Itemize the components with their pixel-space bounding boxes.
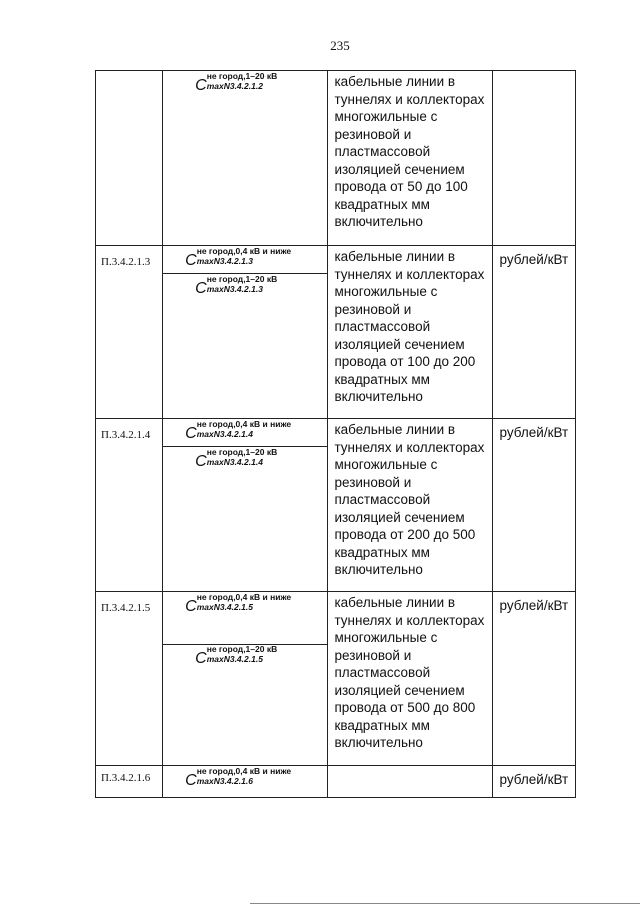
formula-1-20kv: C не город,1–20 кВ maxN3.4.2.1.5 (195, 644, 278, 667)
row-unit (492, 71, 575, 246)
formula-superscript: не город,0,4 кВ и ниже (196, 419, 292, 429)
row-code: П.3.4.2.1.4 (96, 419, 163, 592)
formula-subscript: maxN3.4.2.1.5 (206, 654, 263, 664)
table-row (96, 766, 576, 798)
formula-superscript: не город,1–20 кВ (206, 644, 278, 654)
formula-0-4kv: C не город,0,4 кВ и ниже maxN3.4.2.1.3 (185, 246, 292, 269)
row-code (96, 71, 163, 246)
formula-superscript: не город,0,4 кВ и ниже (196, 766, 292, 776)
formula-subscript: maxN3.4.2.1.3 (206, 284, 263, 294)
formula-subscript: maxN3.4.2.1.5 (196, 602, 253, 612)
table-row (96, 246, 576, 419)
tariff-table (95, 70, 576, 798)
row-unit: рублей/кВт (492, 592, 575, 766)
row-unit: рублей/кВт (492, 419, 575, 592)
row-description: кабельные линии в туннелях и коллекторах многожильные с резиновой и пластмассовой изоляцией сечением провода от 50 до 100 квадратных мм включительно (328, 71, 492, 246)
formula-subscript: maxN3.4.2.1.3 (196, 256, 253, 266)
row-description: кабельные линии в туннелях и коллекторах многожильные с резиновой и пластмассовой изоляцией сечением провода от 200 до 500 квадратных мм включительно (328, 419, 492, 592)
table-row (96, 71, 576, 246)
row-description: кабельные линии в туннелях и коллекторах многожильные с резиновой и пластмассовой изоляцией сечением провода от 500 до 800 квадратных мм включительно (328, 592, 492, 766)
row-unit: рублей/кВт (492, 246, 575, 419)
formula-1-20kv: C не город,1–20 кВ maxN3.4.2.1.2 (195, 71, 278, 94)
formula-1-20kv: C не город,1–20 кВ maxN3.4.2.1.4 (195, 447, 278, 470)
formula-cell (163, 419, 328, 592)
formula-superscript: не город,1–20 кВ (206, 274, 278, 284)
formula-superscript: не город,1–20 кВ (206, 71, 278, 81)
formula-cell (163, 592, 328, 766)
formula-superscript: не город,1–20 кВ (206, 447, 278, 457)
row-unit: рублей/кВт (492, 766, 575, 798)
row-description: кабельные линии в туннелях и коллекторах многожильные с резиновой и пластмассовой изоляцией сечением провода от 100 до 200 квадратных мм включительно (328, 246, 492, 419)
formula-cell (163, 71, 328, 246)
formula-cell (163, 766, 328, 798)
row-description (328, 766, 492, 798)
table-row (96, 592, 576, 766)
table-row (96, 419, 576, 592)
formula-0-4kv: C не город,0,4 кВ и ниже maxN3.4.2.1.4 (185, 419, 292, 442)
formula-subscript: maxN3.4.2.1.6 (196, 776, 253, 786)
formula-1-20kv: C не город,1–20 кВ maxN3.4.2.1.3 (195, 274, 278, 297)
formula-subscript: maxN3.4.2.1.4 (196, 429, 253, 439)
row-code: П.3.4.2.1.6 (96, 766, 163, 798)
formula-0-4kv: C не город,0,4 кВ и ниже maxN3.4.2.1.5 (185, 592, 292, 615)
row-code: П.3.4.2.1.5 (96, 592, 163, 766)
formula-superscript: не город,0,4 кВ и ниже (196, 246, 292, 256)
formula-superscript: не город,0,4 кВ и ниже (196, 592, 292, 602)
formula-subscript: maxN3.4.2.1.4 (206, 457, 263, 467)
formula-0-4kv: C не город,0,4 кВ и ниже maxN3.4.2.1.6 (185, 766, 292, 789)
formula-cell (163, 246, 328, 419)
page-bottom-rule (250, 903, 640, 904)
row-code: П.3.4.2.1.3 (96, 246, 163, 419)
formula-subscript: maxN3.4.2.1.2 (206, 81, 263, 91)
page-number: 235 (330, 38, 350, 53)
